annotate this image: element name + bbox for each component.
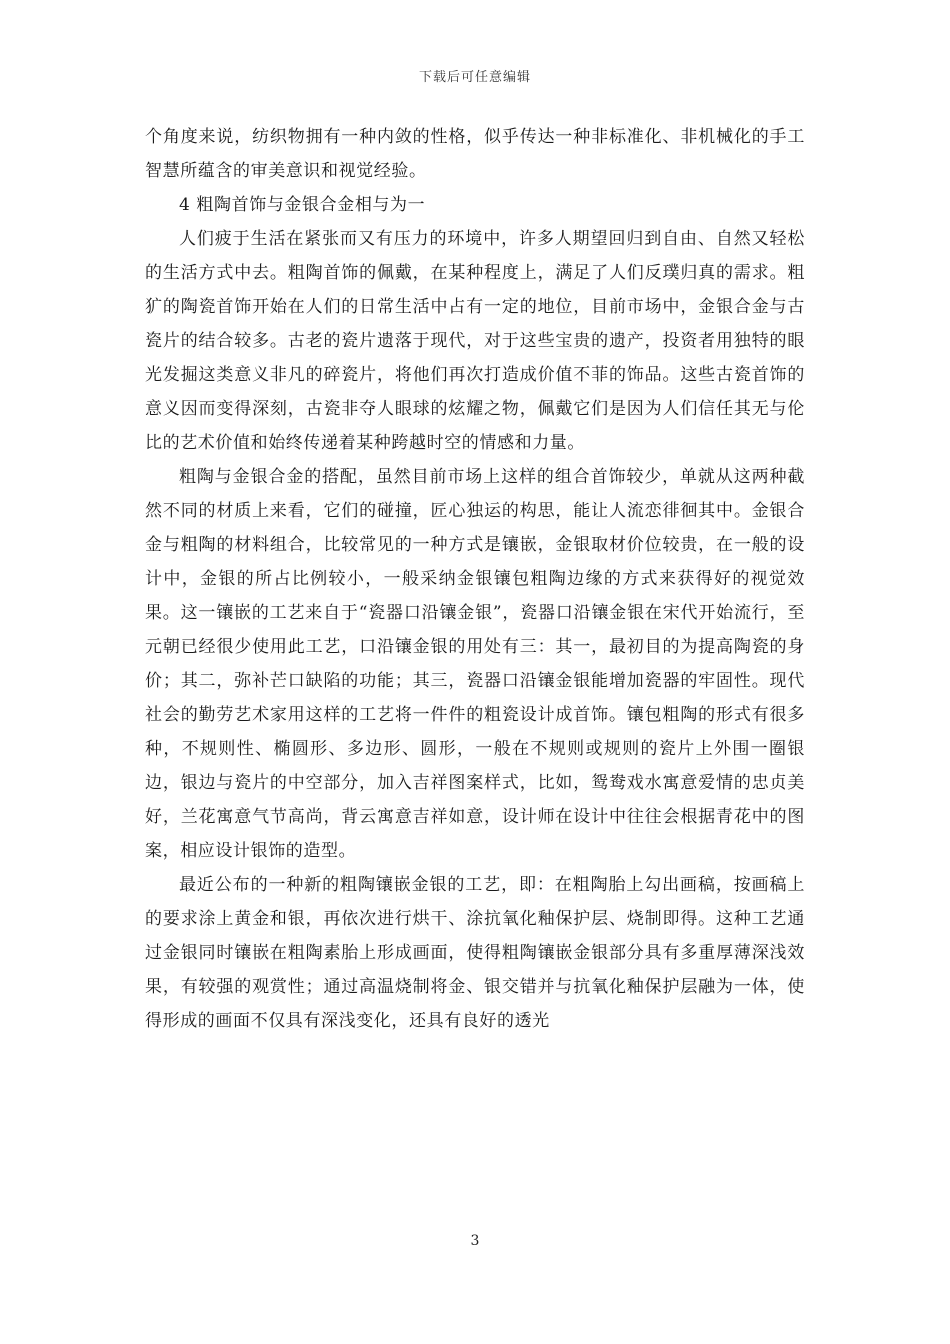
paragraph: 粗陶与金银合金的搭配，虽然目前市场上这样的组合首饰较少，单就从这两种截然不同的材质上来看，它们的碰撞，匠心独运的构思，能让人流恋徘徊其中。金银合金与粗陶的材料组合，比较常见的一种方式是镶嵌，金银取材价位较贵，在一般的设计中，金银的所占比例较小，一般采纳金银镶包粗陶边缘的方式来获得好的视觉效果。这一镶嵌的工艺来自于“瓷器口沿镶金银”，瓷器口沿镶金银在宋代开始流行，至元朝已经很少使用此工艺，口沿镶金银的用处有三：其一，最初目的为提高陶瓷的身价；其二，弥补芒口缺陷的功能；其三，瓷器口沿镶金银能增加瓷器的牢固性。现代社会的勤劳艺术家用这样的工艺将一件件的粗瓷设计成首饰。镶包粗陶的形式有很多种，不规则性、椭圆形、多边形、圆形，一般在不规则或规则的瓷片上外围一圈银边，银边与瓷片的中空部分，加入吉祥图案样式，比如，鸳鸯戏水寓意爱情的忠贞美好，兰花寓意气节高尚，背云寓意吉祥如意，设计师在设计中往往会根据青花中的图案，相应设计银饰的造型。 xyxy=(145,467,805,861)
page-number: 3 xyxy=(470,1233,480,1249)
paragraph-continuation: 个角度来说，纺织物拥有一种内敛的性格，似乎传达一种非标准化、非机械化的手工智慧所蕴含的审美意识和视觉经验。 xyxy=(145,127,805,181)
page-header: 下载后可任意编辑 xyxy=(418,70,531,85)
paragraph: 人们疲于生活在紧张而又有压力的环境中，许多人期望回归到自由、自然又轻松的生活方式中去。粗陶首饰的佩戴，在某种程度上，满足了人们反璞归真的需求。粗犷的陶瓷首饰开始在人们的日常生活中占有一定的地位，目前市场中，金银合金与古瓷片的结合较多。古老的瓷片遗落于现代，对于这些宝贵的遗产，投资者用独特的眼光发掘这类意义非凡的碎瓷片，将他们再次打造成价值不菲的饰品。这些古瓷首饰的意义因而变得深刻，古瓷非夺人眼球的炫耀之物，佩戴它们是因为人们信任其无与伦比的艺术价值和始终传递着某种跨越时空的情感和力量。 xyxy=(145,229,805,453)
document-body xyxy=(145,120,805,1038)
paragraph: 最近公布的一种新的粗陶镶嵌金银的工艺，即：在粗陶胎上勾出画稿，按画稿上的要求涂上黄金和银，再依次进行烘干、涂抗氧化釉保护层、烧制即得。这种工艺通过金银同时镶嵌在粗陶素胎上形成画面，使得粗陶镶嵌金银部分具有多重厚薄深浅效果，有较强的观赏性；通过高温烧制将金、银交错并与抗氧化釉保护层融为一体，使得形成的画面不仅具有深浅变化，还具有良好的透光 xyxy=(145,875,805,1031)
section-heading: 4 粗陶首饰与金银合金相与为一 xyxy=(179,195,426,215)
